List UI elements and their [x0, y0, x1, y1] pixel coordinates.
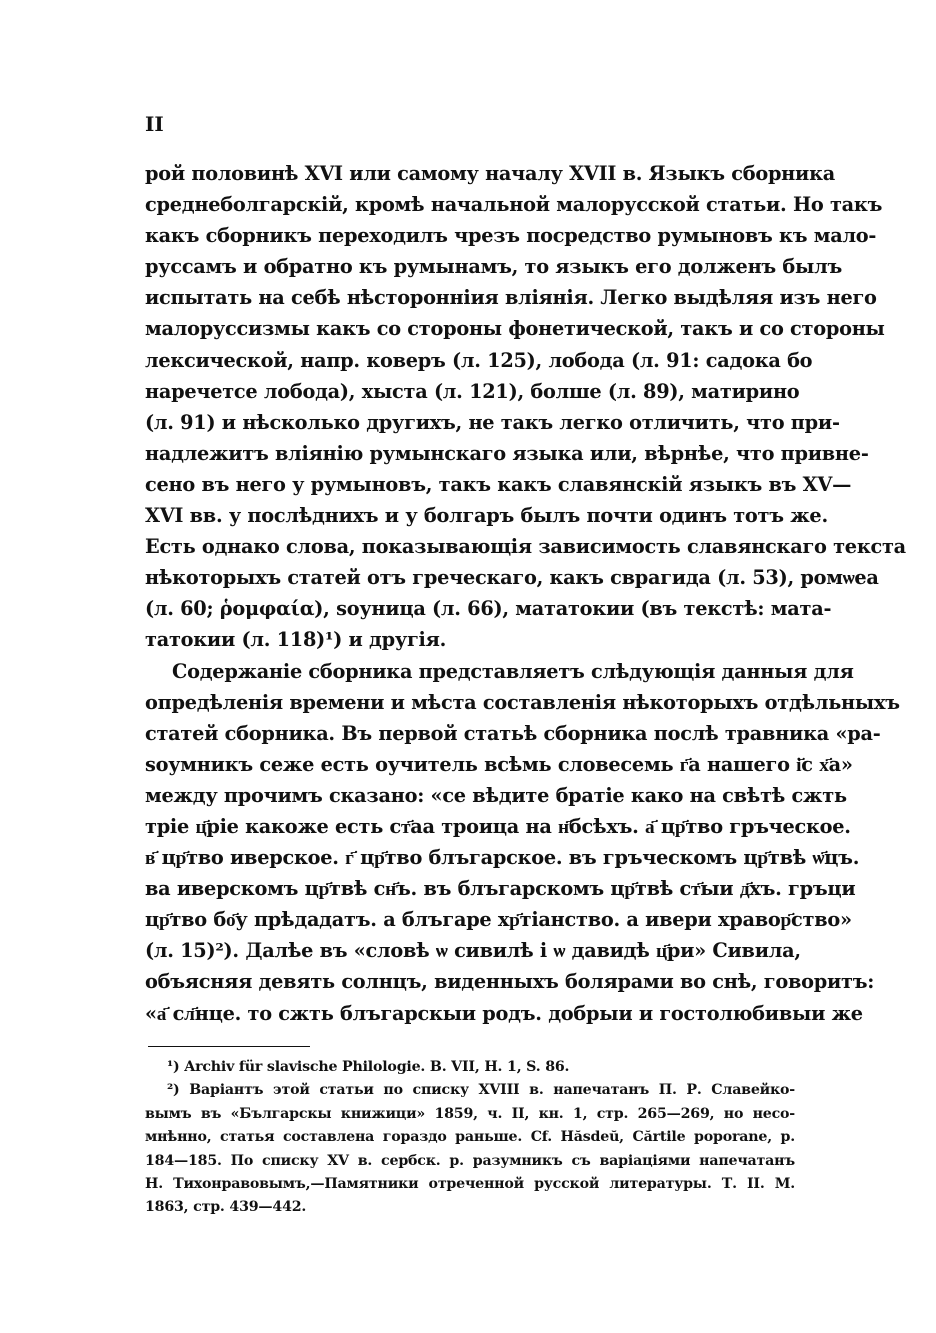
text-line: объясняя девять солнцъ, виденныхъ болярами во снѣ, говоритъ: — [145, 970, 875, 994]
text-line: руссамъ и обратно къ румынамъ, то языкъ его долженъ былъ — [145, 255, 843, 279]
footnote-line: вымъ въ «Българскы книжици» 1859, ч. II, кн. 1, стр. 265—269, но несо- — [145, 1105, 795, 1122]
footnote-line: 1863, стр. 439—442. — [145, 1199, 307, 1216]
text-line: XVI вв. у послѣднихъ и у болгаръ былъ почти одинъ тотъ же. — [145, 504, 828, 528]
text-line: цр҃тво бо҃у прѣдадатъ. а блъгаре хр҃тіанство. а ивери хравор҃ство» — [145, 908, 852, 932]
footnote-line: 184—185. По списку XV в. сербск. р. разумникъ съ варіаціями напечатанъ — [145, 1152, 795, 1169]
text-line: (л. 91) и нѣсколько другихъ, не такъ легко отличить, что при- — [145, 410, 840, 434]
footnote-line: ¹) Archiv für slavische Philologie. B. VII, H. 1, S. 86. — [167, 1059, 570, 1075]
text-line: тріе ц҃ріе какоже есть ст҃аа троица на н҃бсѣхъ. а҃ цр҃тво гръческое. — [145, 814, 851, 838]
text-line: малоруссизмы какъ со стороны фонетической, такъ и со стороны — [145, 317, 885, 341]
footnote-line: ²) Варіантъ этой статьи по списку XVIII в. напечатанъ П. Р. Славейко- — [167, 1082, 795, 1099]
text-line: рой половинѣ XVI или самому началу XVII в. Языкъ сборника — [145, 162, 836, 185]
text-line: лексической, напр. коверъ (л. 125), лобода (л. 91: садока бо — [145, 348, 813, 372]
footnotes — [145, 1056, 795, 1220]
text-line: «а҃ сл҃нце. то сжть блъгарскыи родъ. добрыи и гостолюбивыи же — [145, 1001, 863, 1025]
text-line: между прочимъ сказано: «се вѣдите братіе како на свѣтѣ сжть — [145, 783, 847, 807]
footnote-line: мнѣнно, статья составлена гораздо раньше. Cf. Hăsdeŭ, Cărtile poporane, p. — [145, 1129, 795, 1146]
text-line: (л. 60; ῥομφαία), ѕоуница (л. 66), мататокии (въ текстѣ: мата- — [145, 597, 832, 621]
text-line: какъ сборникъ переходилъ чрезъ посредство румыновъ къ мало- — [145, 224, 877, 248]
footnote-divider — [148, 1046, 310, 1047]
text-line: ѕоумникъ сеже есть оучитель всѣмь словесемь г҃а нашего і҃с х҃а» — [145, 752, 853, 776]
text-line: татокии (л. 118)¹) и другія. — [145, 628, 447, 652]
page-number: II — [145, 112, 164, 136]
text-line: нѣкоторыхъ статей отъ греческаго, какъ сврагида (л. 53), ромѡеа — [145, 566, 879, 590]
text-line: (л. 15)²). Далѣе въ «словѣ ѡ сивилѣ і ѡ давидѣ ц҃ри» Сивила, — [145, 939, 801, 963]
text-line: опредѣленія времени и мѣста составленія нѣкоторыхъ отдѣльныхъ — [145, 690, 900, 714]
text-line: среднеболгарскій, кромѣ начальной малорусской статьи. Но такъ — [145, 193, 883, 217]
text-line: надлежитъ вліянію румынскаго языка или, вѣрнѣе, что привне- — [145, 441, 869, 465]
text-line: наречетсе лобода), хыста (л. 121), болше (л. 89), матирино — [145, 379, 800, 403]
text-line: Содержаніе сборника представляетъ слѣдующія данныя для — [172, 659, 854, 683]
text-line: Есть однако слова, показывающія зависимость славянскаго текста — [145, 535, 906, 559]
footnote-line: Н. Тихонравовымъ,—Памятники отреченной русской литературы. Т. II. М. — [145, 1175, 795, 1192]
text-line: сено въ него у румыновъ, такъ какъ славянскій языкъ въ XV— — [145, 472, 852, 496]
text-line: в҃ цр҃тво иверское. г҃ цр҃тво блъгарское. въ гръческомъ цр҃твѣ ѡ҃цъ. — [145, 846, 860, 870]
text-line: статей сборника. Въ первой статьѣ сборника послѣ травника «ра- — [145, 721, 881, 745]
text-line: испытать на себѣ нѣсторонніия вліянія. Легко выдѣляя изъ него — [145, 286, 877, 310]
body-text — [145, 158, 906, 1029]
text-line: ва иверскомъ цр҃твѣ сн҃ъ. въ блъгарскомъ цр҃твѣ ст҃ыи д҃хъ. гръци — [145, 877, 856, 901]
